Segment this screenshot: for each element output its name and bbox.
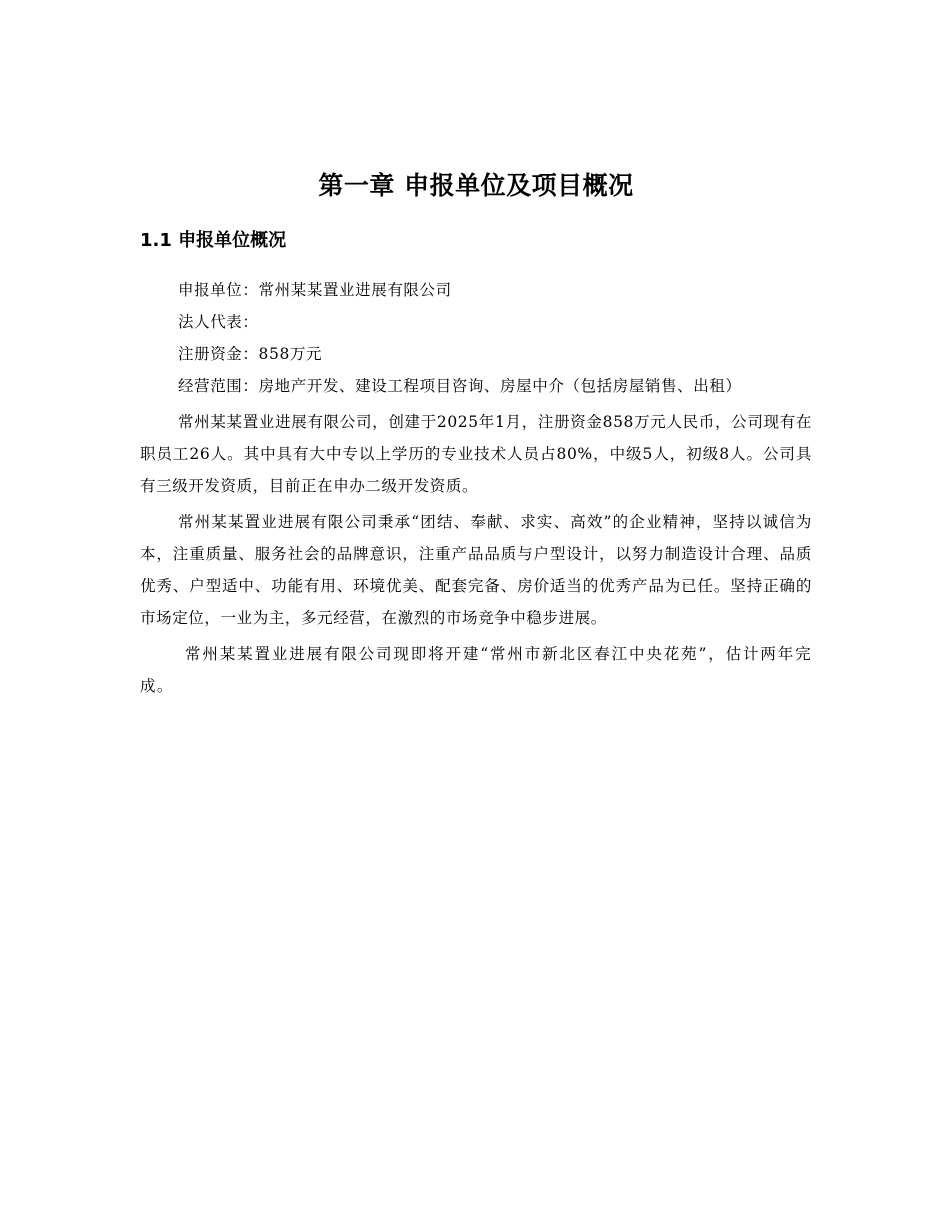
paragraph-company-profile: 常州某某置业进展有限公司，创建于2025年1月，注册资金858万元人民币，公司现有在职员工26人。其中具有大中专以上学历的专业技术人员占80%，中级5人，初级8人。公司具有三级开发资质，目前正在申办二级开发资质。 [140,413,812,495]
info-unit-value: 常州某某置业进展有限公司 [258,281,452,299]
info-unit [140,274,812,306]
paragraph-project-plan: 常州某某置业进展有限公司现即将开建“常州市新北区春江中央花苑”，估计两年完成。 [140,645,812,695]
info-capital-label: 注册资金： [178,345,259,363]
info-unit-label: 申报单位： [178,281,259,299]
section-body [140,274,812,702]
chapter-title: 第一章 申报单位及项目概况 [318,171,634,200]
info-legal-rep [140,306,812,338]
info-capital-value: 858万元 [258,345,323,363]
info-legal-rep-label: 法人代表： [178,313,259,331]
info-scope-label: 经营范围： [178,377,259,395]
paragraph-company-philosophy: 常州某某置业进展有限公司秉承“团结、奉献、求实、高效”的企业精神，坚持以诚信为本，注重质量、服务社会的品牌意识，注重产品品质与户型设计，以努力制造设计合理、品质优秀、户型适中、功能有用、环境优美、配套完备、房价适当的优秀产品为已任。坚持正确的市场定位，一业为主，多元经营，在激烈的市场竞争中稳步进展。 [140,513,812,627]
section-title: 1.1 申报单位概况 [140,230,287,251]
info-capital [140,338,812,370]
info-scope-value: 房地产开发、建设工程项目咨询、房屋中介（包括房屋销售、出租） [258,377,742,395]
info-scope [140,370,812,402]
